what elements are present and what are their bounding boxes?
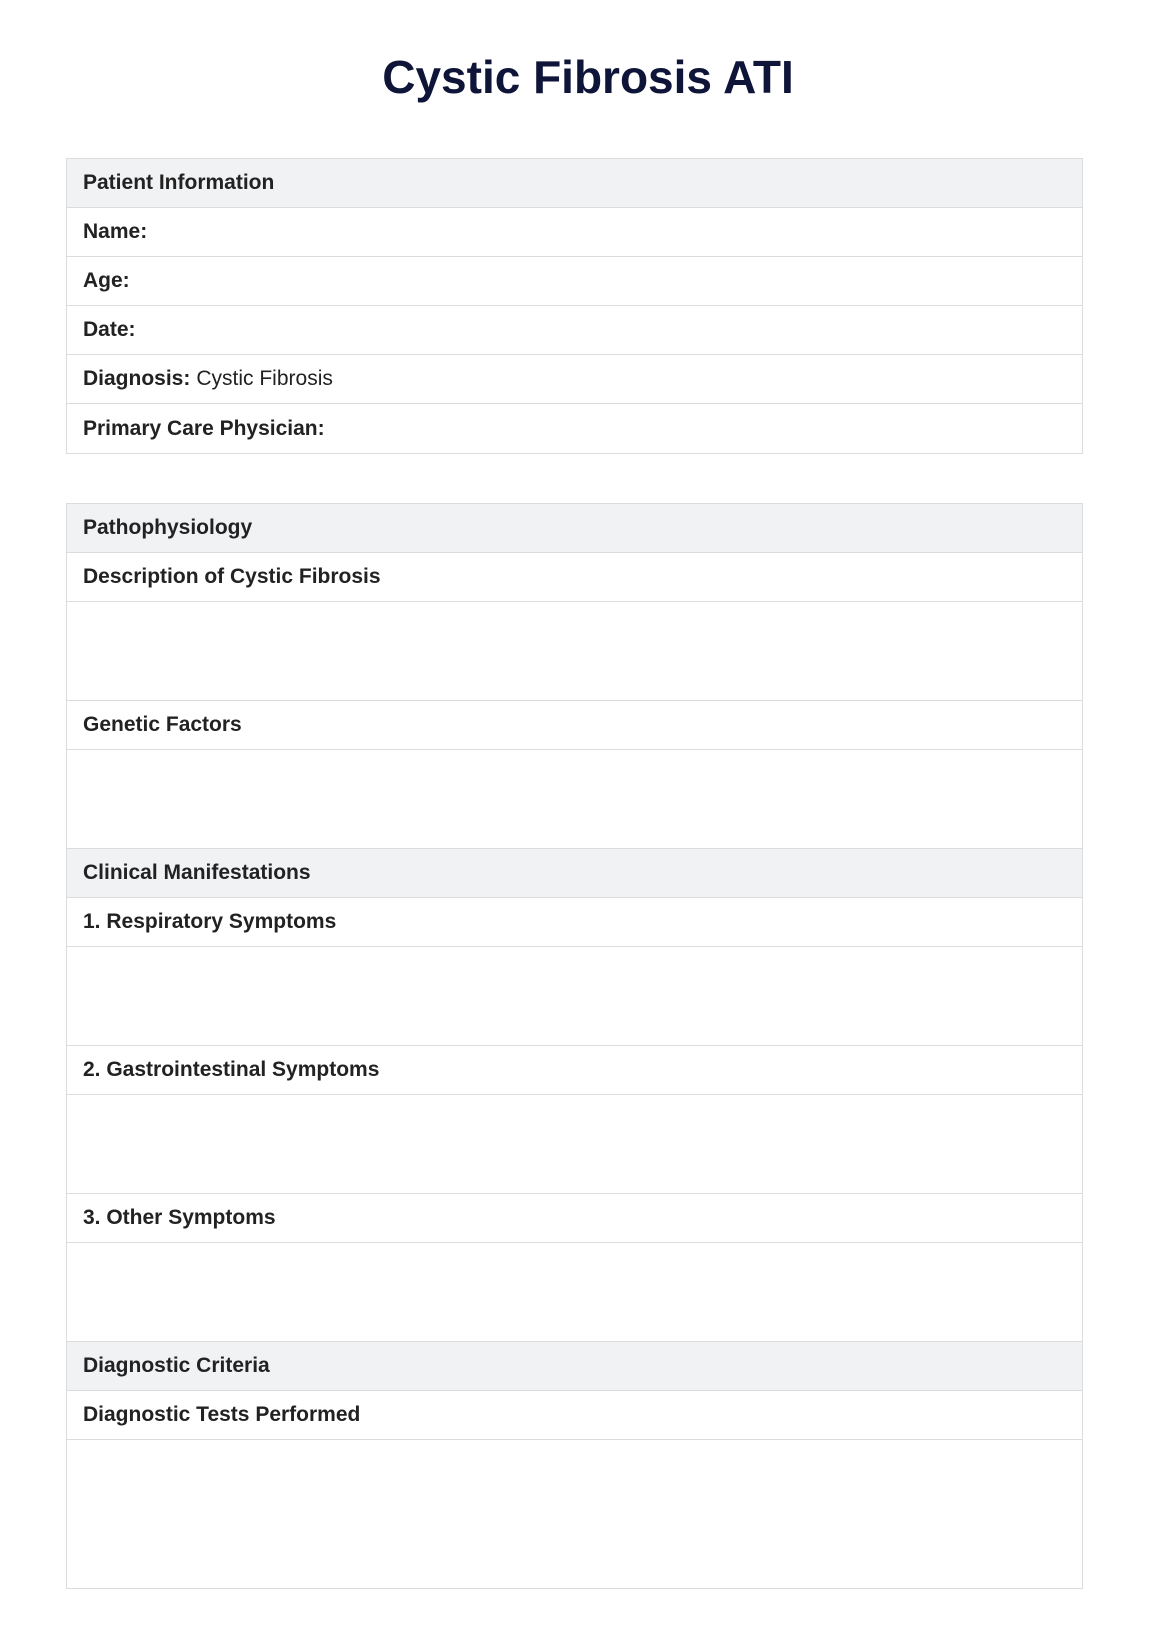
diagnostic-criteria-header: Diagnostic Criteria <box>67 1342 1082 1391</box>
diagnosis-value: Cystic Fibrosis <box>196 367 333 390</box>
date-label: Date: <box>83 318 136 341</box>
patient-information-table <box>66 158 1083 454</box>
diagnosis-field[interactable] <box>67 355 1082 404</box>
genetic-factors-field[interactable] <box>67 750 1082 849</box>
other-symptoms-field[interactable] <box>67 1243 1082 1342</box>
patient-information-header: Patient Information <box>67 159 1082 208</box>
name-field[interactable] <box>67 208 1082 257</box>
description-field[interactable] <box>67 602 1082 701</box>
other-symptoms-label: 3. Other Symptoms <box>67 1194 1082 1243</box>
date-field[interactable] <box>67 306 1082 355</box>
diagnostic-tests-field[interactable] <box>67 1440 1082 1588</box>
respiratory-symptoms-field[interactable] <box>67 947 1082 1046</box>
page-title: Cystic Fibrosis ATI <box>382 51 794 103</box>
physician-field[interactable] <box>67 404 1082 453</box>
description-label: Description of Cystic Fibrosis <box>67 553 1082 602</box>
genetic-factors-label: Genetic Factors <box>67 701 1082 750</box>
name-label: Name: <box>83 220 148 243</box>
respiratory-symptoms-label: 1. Respiratory Symptoms <box>67 898 1082 947</box>
assessment-table <box>66 503 1083 1589</box>
diagnostic-tests-label: Diagnostic Tests Performed <box>67 1391 1082 1440</box>
clinical-manifestations-header: Clinical Manifestations <box>67 849 1082 898</box>
pathophysiology-header: Pathophysiology <box>67 504 1082 553</box>
physician-label: Primary Care Physician: <box>83 416 325 440</box>
gastrointestinal-symptoms-label: 2. Gastrointestinal Symptoms <box>67 1046 1082 1095</box>
gastrointestinal-symptoms-field[interactable] <box>67 1095 1082 1194</box>
age-field[interactable] <box>67 257 1082 306</box>
diagnosis-label: Diagnosis: <box>83 367 191 390</box>
age-label: Age: <box>83 269 130 292</box>
